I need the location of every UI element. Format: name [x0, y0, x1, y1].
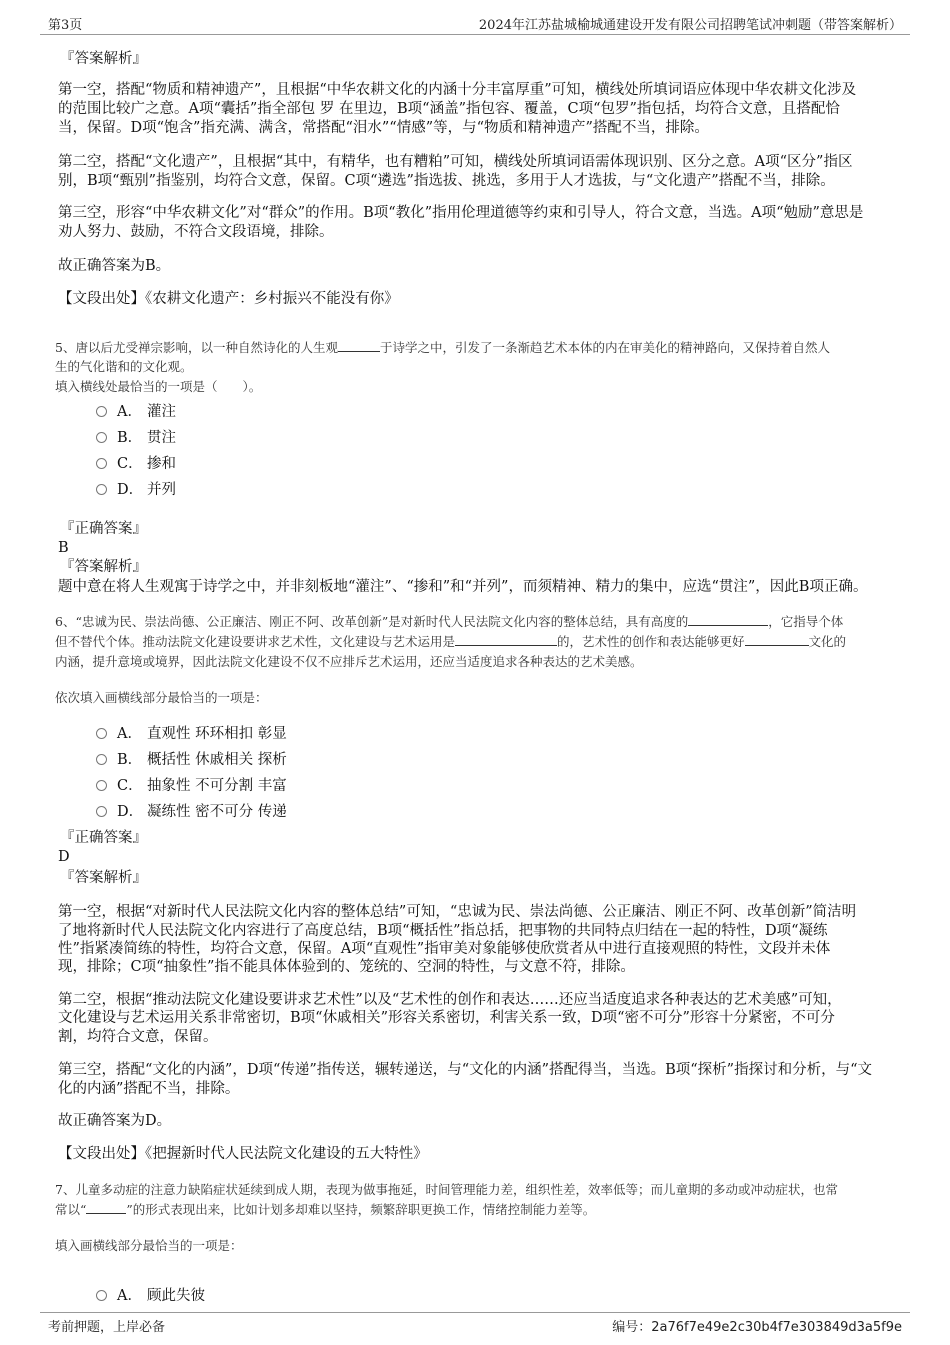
- option-key: D．: [117, 482, 144, 498]
- q6-stem-line1: [55, 612, 843, 632]
- q7-stem-line2: [55, 1200, 595, 1220]
- q7-option-a[interactable]: [96, 1284, 205, 1304]
- footer-code-value: 2a76f7e49e2c30b4f7e303849d3a5f9e: [651, 1320, 902, 1335]
- q6-p1-line1: 第一空，根据“对新时代人民法院文化内容的整体总结”可知，“忠诚为民、崇法尚德、公正廉洁、刚正不阿、改革创新”简洁明: [58, 904, 857, 920]
- option-text: 直观性 环环相扣 彰显: [147, 726, 287, 742]
- q6-p1-line2: 了地将新时代人民法院文化内容进行了高度总结，B项“概括性”指总括，把事物的共同特点归结在一起的特性，D项“凝练: [58, 923, 828, 939]
- option-key: D．: [117, 804, 144, 820]
- q5-stem-line1: [55, 338, 830, 358]
- q5-stem-part-a: 5、唐以后尤受禅宗影响，以一种自然诗化的人生观: [55, 340, 338, 355]
- q7-stem-l2-a: 常以“: [55, 1202, 87, 1217]
- option-key: A．: [117, 404, 142, 420]
- option-key: A．: [117, 1288, 142, 1304]
- option-key: C．: [117, 778, 143, 794]
- q6-option-a[interactable]: [96, 722, 287, 742]
- q6-p1-line4: 现，排除；C项“抽象性”指不能具体体验到的、笼统的、空洞的特性，与文意不符，排除。: [58, 959, 635, 975]
- option-text: 灌注: [147, 404, 176, 420]
- q6-blank-1: [688, 613, 768, 627]
- q4-p2-line1: 第二空，搭配“文化遗产”，且根据“其中，有精华，也有糟粕”可知，横线处所填词语需体现识别、区分之意。A项“区分”指区: [58, 154, 853, 170]
- q5-answer: B: [58, 540, 69, 556]
- q5-option-c[interactable]: [96, 452, 176, 472]
- q6-conclusion: 故正确答案为D。: [58, 1113, 172, 1129]
- q6-p2-line3: 割，均符合文意，保留。: [58, 1029, 218, 1045]
- q6-option-b[interactable]: [96, 748, 287, 768]
- q6-stem-l1-a: 6、“忠诚为民、崇法尚德、公正廉洁、刚正不阿、改革创新”是对新时代人民法院文化内容的整体总结，具有高度的: [55, 614, 689, 629]
- q6-stem-l2-a: 但不替代个体。推动法院文化建设要讲求艺术性，文化建设与艺术运用是: [55, 634, 456, 649]
- option-key: B．: [117, 430, 143, 446]
- radio-icon[interactable]: [96, 728, 107, 739]
- q6-analysis-label: 『答案解析』: [60, 870, 147, 886]
- radio-icon[interactable]: [96, 806, 107, 817]
- q6-p1-line3: 性”指紧凑简练的特性，均符合文意，保留。A项“直观性”指审美对象能够使欣赏者从中进行直接观照的特性，文段并未体: [58, 941, 831, 957]
- q6-source: 【文段出处】《把握新时代人民法院文化建设的五大特性》: [58, 1146, 428, 1162]
- q6-p2-line1: 第二空，根据“推动法院文化建设要讲求艺术性”以及“艺术性的创作和表达……还应当适度追求各种表达的艺术美感”可知，: [58, 992, 842, 1008]
- q4-p1-line3: 当，保留。D项“饱含”指充满、满含，常搭配“泪水”“情感”等，与“物质和精神遗产”搭配不当，排除。: [58, 120, 709, 136]
- option-text: 顾此失彼: [147, 1288, 205, 1304]
- q5-option-b[interactable]: [96, 426, 176, 446]
- q7-prompt: 填入画横线部分最恰当的一项是：: [55, 1238, 243, 1253]
- radio-icon[interactable]: [96, 432, 107, 443]
- q6-prompt: 依次填入画横线部分最恰当的一项是：: [55, 690, 268, 705]
- q5-option-a[interactable]: [96, 400, 176, 420]
- footer-slogan: 考前押题，上岸必备: [48, 1320, 166, 1335]
- q6-stem-l2-b: 的，艺术性的创作和表达能够更好: [557, 634, 745, 649]
- radio-icon[interactable]: [96, 458, 107, 469]
- option-text: 并列: [147, 482, 176, 498]
- footer-code: [612, 1316, 902, 1335]
- q6-blank-2: [455, 633, 557, 647]
- q4-conclusion: 故正确答案为B。: [58, 258, 171, 274]
- q5-answer-label: 『正确答案』: [60, 521, 147, 537]
- q5-stem-part-b: 于诗学之中，引发了一条渐趋艺术本体的内在审美化的精神路向，又保持着自然人: [379, 340, 830, 355]
- q5-prompt: 填入横线处最恰当的一项是（ ）。: [55, 379, 262, 394]
- q6-stem-l1-b: ，它指导个体: [768, 614, 844, 629]
- option-text: 概括性 休戚相关 探析: [147, 752, 287, 768]
- radio-icon[interactable]: [96, 754, 107, 765]
- q4-p2-line2: 别，B项“甄别”指鉴别，均符合文意，保留。C项“遴选”指选拔、挑选，多用于人才选拔，与“文化遗产”搭配不当，排除。: [58, 173, 835, 189]
- q6-answer: D: [58, 849, 70, 865]
- option-key: C．: [117, 456, 143, 472]
- option-key: A．: [117, 726, 142, 742]
- q6-stem-line2: [55, 632, 846, 652]
- q4-p3-line2: 劝人努力、鼓励，不符合文段语境，排除。: [58, 224, 334, 240]
- q4-p1-line2: 的范围比较广之意。A项“囊括”指全部包 罗 在里边，B项“涵盖”指包容、覆盖，C项“包罗”指包括，均符合文意，且搭配恰: [58, 101, 840, 117]
- q6-p2-line2: 文化建设与艺术运用关系非常密切，B项“休戚相关”形容关系密切，利害关系一致，D项“密不可分”形容十分紧密，不可分: [58, 1010, 835, 1026]
- radio-icon[interactable]: [96, 406, 107, 417]
- q5-analysis: 题中意在将人生观寓于诗学之中，并非刻板地“灌注”、“掺和”和“并列”，而须精神、精力的集中，应选“贯注”，因此B项正确。: [58, 579, 868, 595]
- q4-source: 【文段出处】《农耕文化遗产：乡村振兴不能没有你》: [58, 291, 399, 307]
- option-text: 掺和: [147, 456, 176, 472]
- q4-analysis-label: 『答案解析』: [60, 51, 147, 67]
- q6-blank-3: [745, 633, 809, 647]
- page-header: [40, 14, 910, 35]
- q5-stem-line2: 生的气化谐和的文化观。: [55, 359, 193, 374]
- q6-option-c[interactable]: [96, 774, 287, 794]
- q4-p1-line1: 第一空，搭配“物质和精神遗产”，且根据“中华农耕文化的内涵十分丰富厚重”可知，横线处所填词语应体现中华农耕文化涉及: [58, 82, 857, 98]
- q6-stem-line3: 内涵，提升意境或境界，因此法院文化建设不仅不应排斥艺术运用，还应当适度追求各种表达的艺术美感。: [55, 654, 643, 669]
- document-title: 2024年江苏盐城榆城通建设开发有限公司招聘笔试冲刺题（带答案解析）: [478, 18, 902, 33]
- radio-icon[interactable]: [96, 780, 107, 791]
- page-number: 第3页: [48, 18, 83, 33]
- q7-blank: [86, 1201, 126, 1215]
- page-footer: [40, 1312, 910, 1333]
- option-text: 贯注: [147, 430, 176, 446]
- q5-blank: [338, 339, 380, 353]
- q6-p3-line1: 第三空，搭配“文化的内涵”，D项“传递”指传送，辗转递送，与“文化的内涵”搭配得当，当选。B项“探析”指探讨和分析，与“文: [58, 1062, 872, 1078]
- option-key: B．: [117, 752, 143, 768]
- q7-stem-line1: 7、儿童多动症的注意力缺陷症状延续到成人期，表现为做事拖延，时间管理能力差，组织性差，效率低等；而儿童期的多动或冲动症状，也常: [55, 1182, 838, 1197]
- q5-analysis-label: 『答案解析』: [60, 559, 147, 575]
- q6-option-d[interactable]: [96, 800, 287, 820]
- footer-code-label: 编号：: [612, 1320, 652, 1335]
- radio-icon[interactable]: [96, 1290, 107, 1301]
- radio-icon[interactable]: [96, 484, 107, 495]
- option-text: 抽象性 不可分割 丰富: [147, 778, 287, 794]
- q6-answer-label: 『正确答案』: [60, 830, 147, 846]
- q7-stem-l2-b: ”的形式表现出来，比如计划多却难以坚持，频繁辞职更换工作，情绪控制能力差等。: [126, 1202, 596, 1217]
- q4-p3-line1: 第三空，形容“中华农耕文化”对“群众”的作用。B项“教化”指用伦理道德等约束和引导人，符合文意，当选。A项“勉励”意思是: [58, 205, 864, 221]
- q6-stem-l2-c: 文化的: [808, 634, 847, 649]
- q5-option-d[interactable]: [96, 478, 176, 498]
- option-text: 凝练性 密不可分 传递: [147, 804, 287, 820]
- q6-p3-line2: 化的内涵”搭配不当，排除。: [58, 1081, 240, 1097]
